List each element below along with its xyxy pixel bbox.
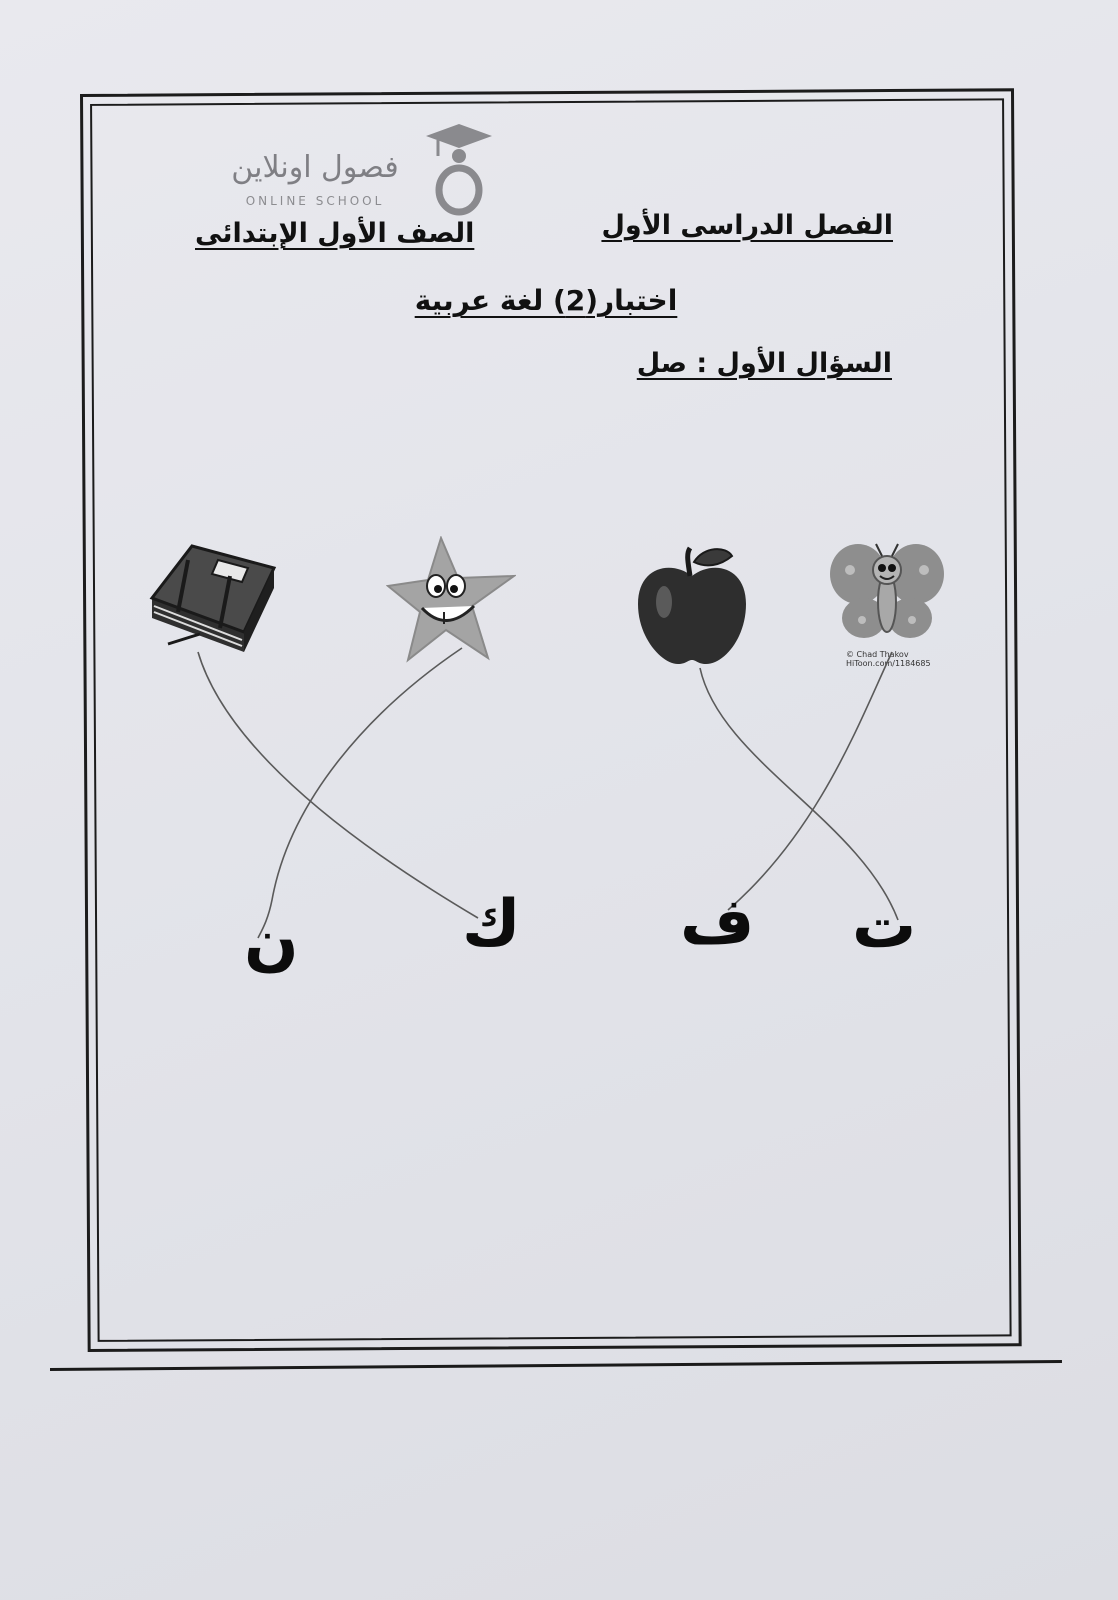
question-heading: السؤال الأول : صل: [636, 348, 892, 379]
image-credit-line-2: HiToon.com/1184685: [846, 659, 931, 668]
logo-name-english: ONLINE SCHOOL: [245, 194, 385, 208]
image-credit-line-1: © Chad Thakov: [846, 650, 909, 659]
match-line-book: [198, 652, 478, 918]
test-title: اختبار(2) لغة عربية: [414, 284, 678, 317]
letter-kaf: ك: [462, 887, 521, 961]
letter-faa: ف: [680, 885, 755, 959]
match-line-star: [258, 648, 462, 938]
letter-noon: ن: [244, 905, 299, 979]
logo-name-arabic: فصول اونلاين: [231, 150, 399, 185]
letter-taa: ت: [852, 889, 917, 963]
term-heading: الفصل الدراسى الأول: [601, 210, 893, 241]
match-line-butterfly: [728, 652, 892, 910]
grade-heading: الصف الأول الإبتدائى: [195, 218, 475, 249]
